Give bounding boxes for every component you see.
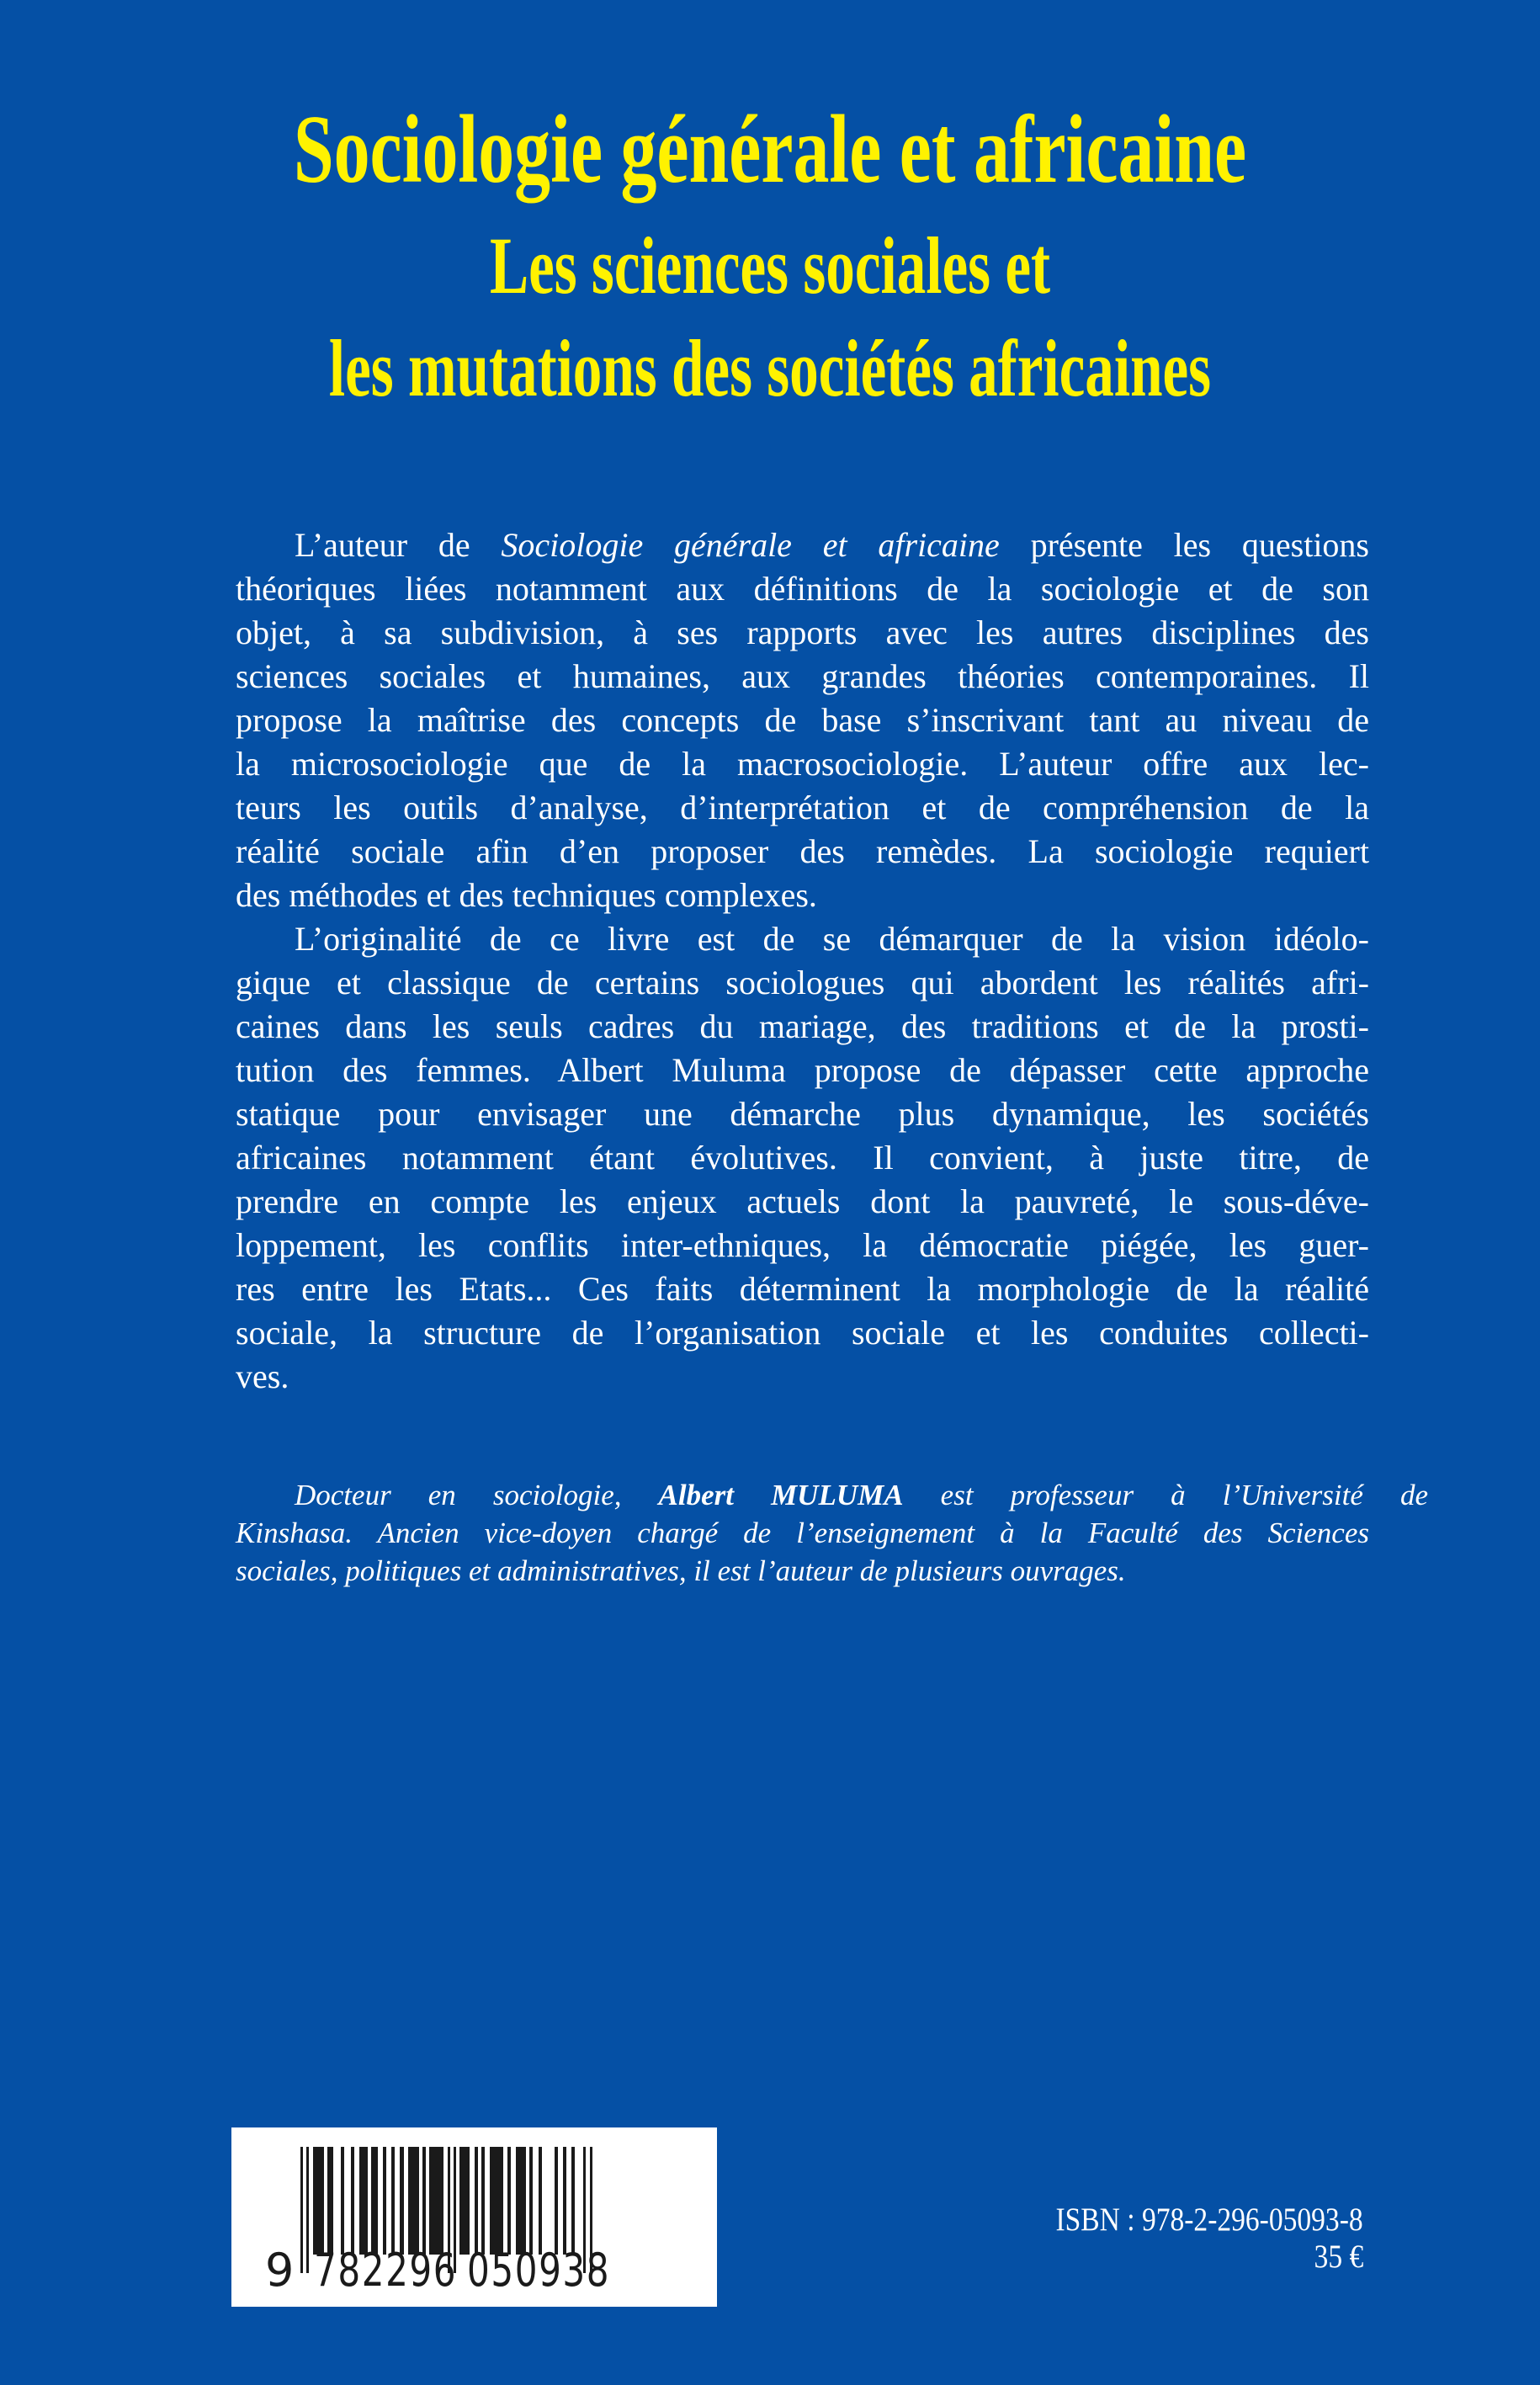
description-line: res entre les Etats... Ces faits déterminent la morphologie de la réalité bbox=[236, 1270, 1369, 1308]
book-subtitle-line-1: Les sciences sociales et bbox=[489, 220, 1051, 311]
italic-book-title: Sociologie générale et africaine bbox=[501, 526, 1000, 564]
description-line: sciences sociales et humaines, aux grandes théories contemporaines. Il bbox=[236, 657, 1369, 695]
description-line: des méthodes et des techniques complexes. bbox=[236, 876, 817, 914]
barcode-digit-first: 9 bbox=[265, 2244, 295, 2297]
book-title: Sociologie générale et africaine bbox=[293, 96, 1247, 204]
barcode-digits-group-2: 050938 bbox=[467, 2244, 611, 2297]
author-bio-text: est professeur à l’Université de bbox=[903, 1479, 1428, 1511]
description-line: ves. bbox=[236, 1357, 289, 1395]
author-name: Albert MULUMA bbox=[658, 1479, 904, 1511]
author-bio-text: Docteur en sociologie, bbox=[295, 1479, 659, 1511]
description-line: propose la maîtrise des concepts de base s’inscrivant tant au niveau de bbox=[236, 701, 1369, 739]
description-lead: L’auteur de bbox=[295, 526, 502, 564]
description-line: loppement, les conflits inter-ethniques, la démocratie piégée, les guer- bbox=[236, 1226, 1369, 1264]
description-line: tution des femmes. Albert Muluma propose de dépasser cette approche bbox=[236, 1051, 1369, 1089]
description-line: sociale, la structure de l’organisation sociale et les conduites collecti- bbox=[236, 1314, 1369, 1352]
description-line: caines dans les seuls cadres du mariage, des traditions et de la prosti- bbox=[236, 1007, 1369, 1045]
description-line: teurs les outils d’analyse, d’interprétation et de compréhension de la bbox=[236, 789, 1369, 826]
description-line: objet, à sa subdivision, à ses rapports avec les autres disciplines des bbox=[236, 614, 1369, 651]
description-text: présente les questions bbox=[999, 526, 1369, 564]
description-line bbox=[236, 523, 1369, 567]
isbn-label: ISBN : 978-2-296-05093-8 bbox=[1055, 2202, 1363, 2238]
description-line: prendre en compte les enjeux actuels dont la pauvreté, le sous-déve- bbox=[236, 1182, 1369, 1220]
description-line: L’originalité de ce livre est de se démarquer de la vision idéolo- bbox=[295, 920, 1369, 958]
description-line: la microsociologie que de la macrosociologie. L’auteur offre aux lec- bbox=[236, 745, 1369, 783]
description-line: statique pour envisager une démarche plus dynamique, les sociétés bbox=[236, 1095, 1369, 1133]
price-label: 35 € bbox=[1314, 2239, 1363, 2275]
author-bio-line: Kinshasa. Ancien vice-doyen chargé de l’enseignement à la Faculté des Sciences bbox=[236, 1517, 1369, 1549]
barcode-digits-group-1: 782296 bbox=[314, 2244, 458, 2297]
barcode bbox=[231, 2127, 717, 2307]
author-bio-line: sociales, politiques et administratives, il est l’auteur de plusieurs ouvrages. bbox=[236, 1554, 1126, 1587]
description-line: réalité sociale afin d’en proposer des remèdes. La sociologie requiert bbox=[236, 832, 1369, 870]
author-bio-line bbox=[236, 1476, 1428, 1514]
description-line: théoriques liées notamment aux définitions de la sociologie et de son bbox=[236, 570, 1369, 608]
description-line: africaines notamment étant évolutives. Il convient, à juste titre, de bbox=[236, 1139, 1369, 1177]
book-subtitle-line-2: les mutations des sociétés africaines bbox=[328, 323, 1212, 413]
description-line: gique et classique de certains sociologues qui abordent les réalités afri- bbox=[236, 964, 1369, 1001]
